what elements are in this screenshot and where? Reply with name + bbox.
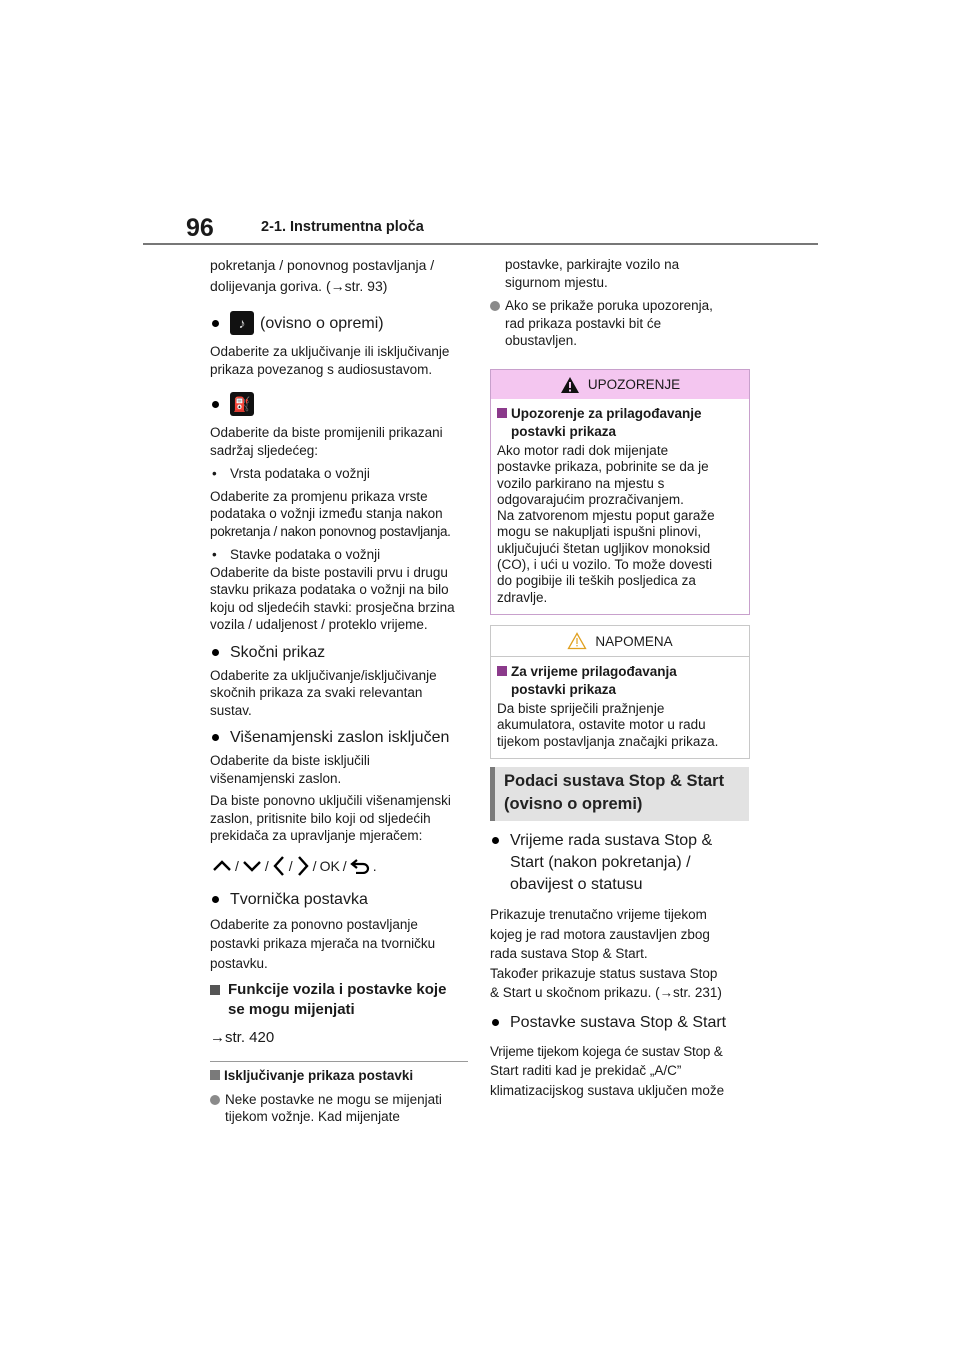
op-time-text-line: Prikazuje trenutačno vrijeme tijekom: [490, 907, 707, 922]
warning-text-line: postavke prikaza, pobrinite se da je: [497, 459, 709, 475]
bullet-icon: [212, 320, 219, 327]
functions-heading: [210, 980, 468, 1020]
intro-line-1: pokretanja / ponovnog postavljanja /: [210, 257, 435, 273]
warning-box: [490, 369, 750, 615]
sub-item-items: • Stavke podataka o vožnji: [212, 547, 381, 562]
bullet-icon: [212, 734, 219, 741]
notice-text-line: tijekom postavljanja značajki prikaza.: [497, 733, 719, 749]
warning-text-line: mogu se nakupljati ispušni plinovi,: [497, 524, 702, 540]
op-time-heading-1: Vrijeme rada sustava Stop &: [510, 832, 713, 849]
right-column-top: [490, 256, 750, 350]
popup-heading-text: Skočni prikaz: [230, 643, 326, 661]
driving-text-2: sadržaj sljedećeg:: [210, 442, 319, 458]
multi-text-1: Odaberite da biste isključili: [210, 753, 370, 768]
warning-triangle-icon: [560, 376, 580, 394]
sub2-text-3: koju od sljedećih stavki: prosječna brzina: [210, 599, 455, 615]
ok-icon: OK: [319, 857, 340, 874]
functions-ref[interactable]: →str. 420: [210, 1029, 275, 1046]
notice-box: [490, 625, 750, 759]
multi-text-3: Da biste ponovno uključili višenamjenski: [210, 793, 451, 808]
settings-heading: [490, 1012, 752, 1033]
sub-item-items-title: Stavke podataka o vožnji: [230, 547, 381, 562]
settings-text-line: Start raditi kad je prekidač „A/C”: [490, 1063, 682, 1078]
op-time-text-line: kojeg je rad motora zaustavljen zbog: [490, 926, 710, 942]
warning-text-line: zdravlje.: [497, 589, 548, 605]
separator: /: [312, 857, 317, 874]
warning-text-line: vozilo parkirano na mjestu s: [497, 475, 665, 491]
multi-text-4: zaslon, pritisnite bilo koji od sljedećih: [210, 810, 431, 826]
section-heading-box: [490, 767, 749, 821]
warning-title: UPOZORENJE: [587, 377, 681, 392]
separator: /: [264, 857, 269, 874]
bullet-icon: [212, 649, 219, 656]
popup-heading: [210, 642, 468, 663]
warning-text-line: Ako motor radi dok mijenjate: [497, 443, 669, 458]
sub1-text-3: pokretanja / nakon ponovnog postavljanja.: [210, 523, 451, 539]
right-column-bottom: [490, 830, 752, 1100]
section-title: 2-1. Instrumentna ploča: [261, 219, 424, 235]
op-time-text-line: Također prikazuje status sustava Stop: [490, 965, 718, 981]
warning-heading-1: Upozorenje za prilagođavanje: [511, 406, 702, 421]
notice-header: [491, 626, 749, 657]
op-time-text: [490, 905, 752, 1003]
sub2-text-2: stavku prikaza podataka o vožnji na bilo: [210, 582, 449, 597]
functions-heading-2: se mogu mijenjati: [228, 1001, 355, 1018]
multi-heading: [210, 727, 468, 748]
warning-heading-2: postavki prikaza: [511, 423, 617, 439]
music-note-icon: ♪: [230, 311, 254, 335]
op-time-heading: [490, 830, 752, 896]
warning-text-line: do pogibije ili teških posljedica za: [497, 573, 696, 589]
sub1-text-2: podataka o vožnji između stanja nakon: [210, 506, 443, 521]
settings-heading-text: Postavke sustava Stop & Start: [510, 1013, 727, 1031]
caution-triangle-icon: [567, 632, 587, 650]
notice-text-line: Da biste spriječili pražnjenje: [497, 701, 665, 716]
separator: /: [235, 857, 239, 874]
section-heading-1: Podaci sustava Stop & Start: [504, 772, 725, 790]
bullet-icon: [212, 896, 219, 903]
sub-item-type-title: Vrsta podataka o vožnji: [230, 466, 370, 481]
disabling-text-1: Neke postavke ne mogu se mijenjati: [225, 1091, 442, 1107]
notice-heading: [497, 663, 743, 698]
square-bullet-icon: [497, 666, 507, 676]
chevron-right-icon: [296, 855, 310, 877]
header-rule: [143, 243, 818, 245]
disabling-body: [210, 1091, 468, 1126]
audio-text-1: Odaberite za uključivanje ili isključivanje: [210, 344, 450, 359]
driving-info-icon: ⛽: [230, 392, 254, 416]
intro-line-2: dolijevanja goriva. (→str. 93): [210, 278, 388, 294]
driving-info-heading: [210, 392, 468, 416]
square-bullet-icon: [210, 985, 220, 995]
bullet2-text-3: obustavljen.: [505, 333, 578, 348]
settings-text-line: Vrijeme tijekom kojega će sustav Stop &: [490, 1043, 723, 1059]
notice-heading-1: Za vrijeme prilagođavanja: [511, 664, 677, 679]
warning-heading: [497, 405, 743, 440]
notice-text-line: akumulatora, ostavite motor u radu: [497, 717, 706, 733]
sub2-text-1: Odaberite da biste postavili prvu i drugu: [210, 564, 448, 580]
chevron-left-icon: [272, 855, 286, 877]
warning-text-line: odgovarajućim prozračivanjem.: [497, 491, 684, 507]
factory-text-1: Odaberite za ponovno postavljanje: [210, 916, 418, 932]
bullet2-text-1: Ako se prikaže poruka upozorenja,: [505, 298, 713, 313]
left-column: [210, 255, 468, 1126]
period: .: [372, 857, 377, 874]
meter-switches: [212, 855, 468, 877]
warning-bullet: [490, 297, 750, 350]
driving-text-1: Odaberite da biste promijenili prikazani: [210, 425, 443, 440]
bullet-icon: [212, 401, 219, 408]
square-bullet-icon: [497, 408, 507, 418]
chevron-down-icon: [242, 859, 262, 873]
sub-item-type: • Vrsta podataka o vožnji: [212, 466, 370, 481]
page-number: 96: [186, 214, 214, 242]
disabling-heading-text: Isključivanje prikaza postavki: [224, 1068, 414, 1083]
popup-text-3: sustav.: [210, 702, 252, 718]
disabling-heading: [210, 1067, 468, 1085]
multi-text-2: višenamjenski zaslon.: [210, 770, 342, 786]
circle-bullet-icon: [210, 1095, 220, 1105]
cont-text-1: postavke, parkirajte vozilo na: [505, 257, 680, 272]
functions-heading-1: Funkcije vozila i postavke koje: [228, 981, 447, 998]
square-bullet-icon: [210, 1070, 220, 1080]
disabling-text-2: tijekom vožnje. Kad mijenjate: [225, 1109, 400, 1124]
separator: /: [288, 857, 293, 874]
chevron-up-icon: [212, 859, 232, 873]
multi-text-5: prekidača za upravljanje mjeračem:: [210, 828, 423, 843]
op-time-text-line: & Start u skočnom prikazu. (→str. 231): [490, 985, 722, 1000]
divider: [210, 1061, 468, 1062]
sub1-text-1: Odaberite za promjenu prikaza vrste: [210, 488, 428, 504]
circle-bullet-icon: [490, 301, 500, 311]
cont-text-2: sigurnom mjestu.: [505, 274, 608, 290]
warning-text-line: uključujući štetan ugljikov monoksid: [497, 540, 711, 556]
bullet-icon: [492, 1019, 499, 1026]
section-heading-2: (ovisno o opremi): [504, 795, 643, 813]
factory-text-3: postavku.: [210, 955, 268, 971]
audio-heading: [210, 311, 468, 335]
settings-text: [490, 1042, 752, 1101]
notice-heading-2: postavki prikaza: [511, 681, 617, 697]
bullet2-text-2: rad prikaza postavki bit će: [505, 315, 662, 331]
sub2-text-4: vozila / udaljenost / proteklo vrijeme.: [210, 617, 428, 632]
op-time-heading-2: Start (nakon pokretanja) /: [510, 854, 691, 871]
warning-text: [497, 443, 743, 606]
popup-text-2: skočnih prikaza za svaki relevantan: [210, 685, 423, 700]
factory-heading: [210, 889, 468, 910]
factory-text-2: postavki prikaza mjerača na tvorničku: [210, 936, 436, 951]
warning-text-line: Na zatvorenom mjestu poput garaže: [497, 508, 715, 524]
multi-heading-text: Višenamjenski zaslon isključen: [230, 729, 450, 746]
bullet-icon: [492, 837, 499, 844]
op-time-text-line: rada sustava Stop & Start.: [490, 946, 648, 961]
notice-title: NAPOMENA: [595, 633, 673, 649]
op-time-heading-3: obavijest o statusu: [510, 876, 643, 893]
popup-text-1: Odaberite za uključivanje/isključivanje: [210, 667, 437, 683]
notice-text: [497, 701, 743, 750]
audio-heading-text: (ovisno o opremi): [260, 314, 384, 332]
factory-heading-text: Tvornička postavka: [230, 890, 368, 908]
audio-text-2: prikaza povezanog s audiosustavom.: [210, 361, 433, 377]
warning-text-line: (CO), i ući u vozilo. To može dovesti: [497, 557, 713, 573]
warning-header: [491, 370, 749, 399]
back-arrow-icon: [350, 858, 370, 874]
separator: /: [342, 857, 347, 874]
settings-text-line: klimatizacijskog sustava uključen može: [490, 1082, 725, 1098]
